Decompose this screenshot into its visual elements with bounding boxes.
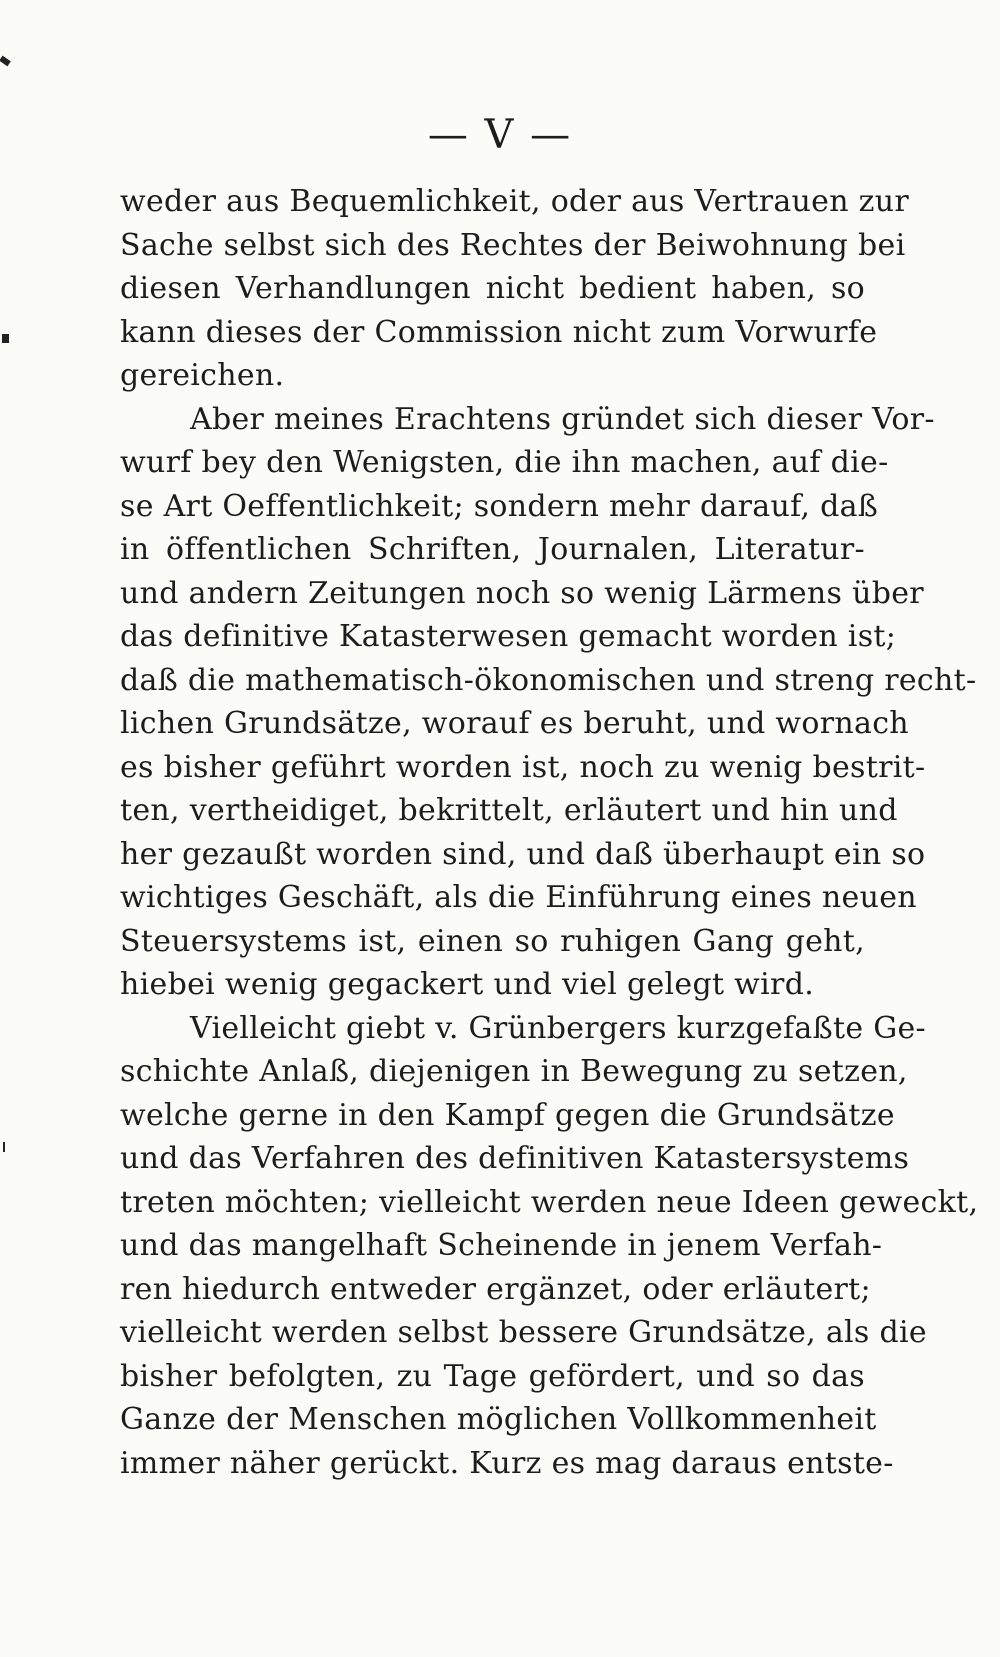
text-line: diesen Verhandlungen nicht bedient haben, so	[120, 271, 865, 306]
text-line: welche gerne in den Kampf gegen die Grundsätze	[120, 1097, 895, 1133]
text-line: Vielleicht giebt v. Grünbergers kurzgefaßte Ge-	[190, 1010, 926, 1046]
text-line: und andern Zeitungen noch so wenig Lärmens über	[120, 575, 924, 611]
text-line: und das mangelhaft Scheinende in jenem Verfah-	[120, 1228, 883, 1263]
text-line: vielleicht werden selbst bessere Grundsätze, als die	[120, 1315, 927, 1350]
text-line: treten möchten; vielleicht werden neue Ideen geweckt,	[120, 1184, 979, 1220]
margin-speck	[2, 334, 9, 343]
text-line: ten, vertheidiget, bekrittelt, erläutert und hin und	[120, 793, 898, 828]
paragraph	[120, 1007, 979, 1486]
text-line: se Art Oeffentlichkeit; sondern mehr darauf, daß	[120, 488, 879, 524]
page-header: — V —	[427, 112, 573, 158]
text-line: hiebei wenig gegackert und viel gelegt wird.	[120, 967, 815, 1002]
text-line: das definitive Katasterwesen gemacht worden ist;	[120, 619, 897, 654]
paragraph	[120, 398, 977, 1007]
margin-speck	[0, 56, 11, 67]
text-line: Sache selbst sich des Rechtes der Beiwohnung bei	[120, 227, 906, 263]
text-line: ren hiedurch entweder ergänzet, oder erläutert;	[120, 1271, 871, 1307]
page-body	[120, 180, 979, 1485]
text-line: Steuersystems ist, einen so ruhigen Gang geht,	[120, 923, 865, 959]
text-line: daß die mathematisch-ökonomischen und streng recht-	[120, 662, 977, 698]
text-line: es bisher geführt worden ist, noch zu wenig bestrit-	[120, 749, 926, 785]
text-line: lichen Grundsätze, worauf es beruht, und wornach	[120, 706, 909, 741]
text-line: wichtiges Geschäft, als die Einführung eines neuen	[120, 880, 917, 915]
text-line: bisher befolgten, zu Tage gefördert, und so das	[120, 1358, 865, 1394]
text-line: kann dieses der Commission nicht zum Vorwurfe	[120, 314, 878, 350]
text-line: schichte Anlaß, diejenigen in Bewegung zu setzen,	[120, 1054, 908, 1089]
paragraph	[120, 180, 910, 398]
margin-speck	[3, 1142, 5, 1152]
text-line: gereichen.	[120, 358, 285, 393]
text-line: Aber meines Erachtens gründet sich dieser Vor-	[190, 401, 935, 437]
text-line: immer näher gerückt. Kurz es mag daraus entste-	[120, 1445, 894, 1481]
text-line: her gezaußt worden sind, und daß überhaupt ein so	[120, 836, 926, 872]
text-line: Ganze der Menschen möglichen Vollkommenheit	[120, 1402, 877, 1437]
text-line: und das Verfahren des definitiven Katastersystems	[120, 1141, 910, 1176]
text-line: weder aus Bequemlichkeit, oder aus Vertrauen zur	[120, 184, 910, 219]
text-line: in öffentlichen Schriften, Journalen, Literatur-	[120, 532, 865, 567]
text-line: wurf bey den Wenigsten, die ihn machen, auf die-	[120, 445, 889, 480]
